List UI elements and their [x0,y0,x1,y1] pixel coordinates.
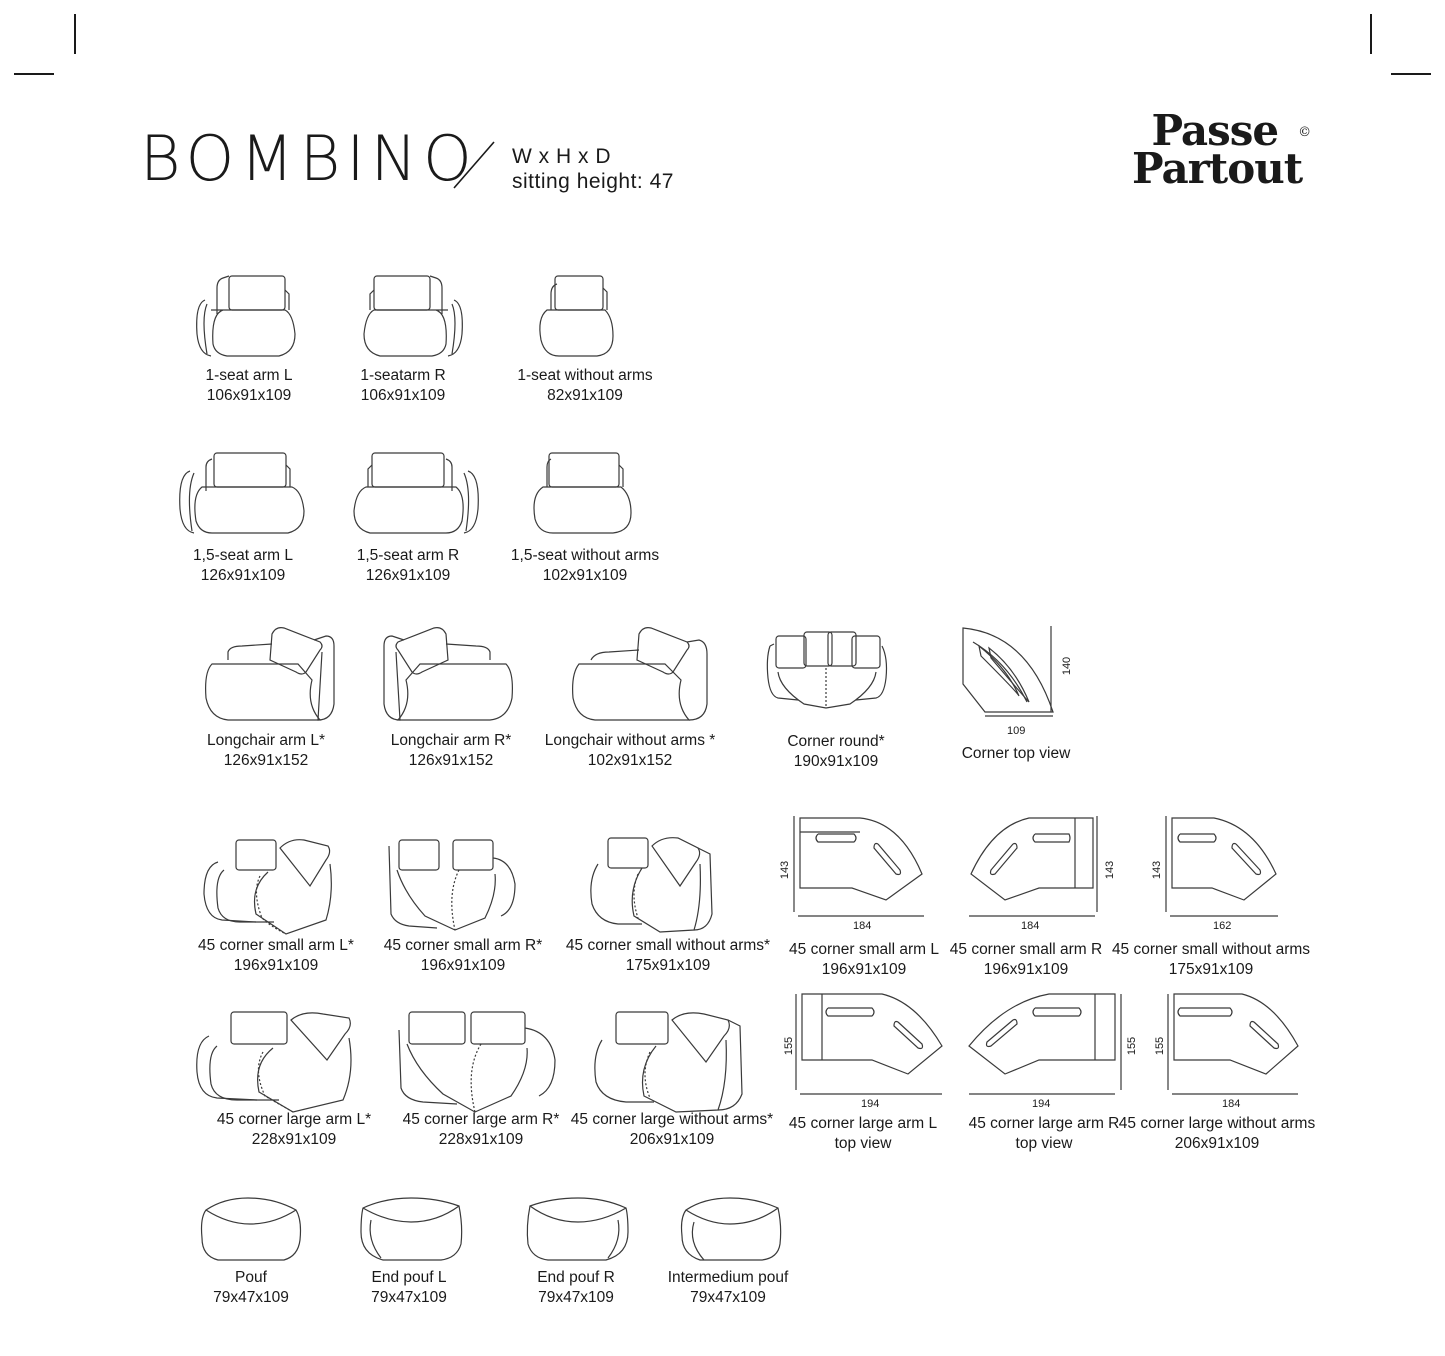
item-name: 45 corner small arm R [949,941,1103,958]
item-dims: 196x91x109 [420,957,506,974]
dim-corner-top-w: 109 [1007,725,1026,737]
item-name: Longchair arm L* [206,732,326,749]
item-dims: 126x91x109 [200,567,286,584]
item-dims: top view [1015,1135,1073,1152]
caption-1-seat-arm-r [360,366,445,406]
item-name: 45 corner small arm L* [198,937,354,954]
item-name: 45 corner small arm L [789,941,939,958]
corner-large-arm-l-drawing [193,1008,361,1114]
corner-large-arm-l-top-view [792,988,952,1102]
corner-large-arm-r-top-view [965,988,1125,1102]
item-name: End pouf L [371,1269,447,1286]
item-dims: 175x91x109 [1168,961,1254,978]
sitting-height: sitting height: 47 [512,170,674,193]
caption-corner-small-arm-l [198,936,354,976]
caption-15-seat-no-arms [511,546,659,586]
corner-small-arm-r-drawing [385,834,525,934]
item-dims: 79x47x109 [213,1289,289,1306]
item-dims: 79x47x109 [690,1289,766,1306]
item-name: 45 corner large arm R* [402,1111,560,1128]
dim-small-r-w: 184 [1021,920,1040,932]
caption-1-seat-arm-l [205,366,292,406]
item-name: 45 corner small without arms* [565,937,771,954]
item-name: Corner top view [961,745,1071,762]
caption-corner-large-arm-l-top [789,1114,937,1154]
pouf-drawing [198,1196,304,1262]
item-dims: 196x91x109 [233,957,319,974]
item-dims: 79x47x109 [538,1289,614,1306]
caption-corner-large-no-arms-top [1119,1114,1315,1154]
dim-small-l-h: 143 [779,860,792,880]
caption-corner-small-arm-l-top [789,940,939,980]
item-name: 45 corner large arm L* [216,1111,372,1128]
logo-line-2: Partout [1132,144,1303,193]
item-name: End pouf R [537,1269,615,1286]
dim-small-n-h: 143 [1151,860,1164,880]
dimension-legend [512,144,674,194]
item-dims: 126x91x109 [365,567,451,584]
caption-1-seat-no-arms [517,366,652,406]
dim-large-n-h: 155 [1154,1036,1167,1056]
longchair-arm-l-drawing [202,624,338,724]
caption-longchair-arm-r [391,731,512,771]
caption-end-pouf-l [371,1268,447,1308]
item-dims: top view [834,1135,892,1152]
item-dims: 82x91x109 [547,387,623,404]
caption-corner-large-no-arms [571,1110,773,1150]
dim-large-r-w: 194 [1032,1098,1051,1110]
corner-top-view-drawing [957,622,1065,722]
item-name: 1,5-seat arm L [193,547,293,564]
item-dims: 102x91x152 [587,752,673,769]
dims-label: W x H x D [512,145,611,168]
caption-intermedium-pouf [668,1268,789,1308]
sofa-15-seat-arm-l-drawing [176,451,306,535]
corner-small-arm-l-top-view [792,812,932,924]
item-name: Pouf [235,1269,267,1286]
divider-slash [452,140,497,190]
logo-line-1: Passe [1151,106,1279,155]
caption-corner-large-arm-r-top [969,1114,1120,1154]
caption-corner-small-no-arms-top [1112,940,1310,980]
item-dims: 126x91x152 [223,752,309,769]
item-dims: 190x91x109 [793,753,879,770]
corner-small-no-arms-drawing [588,834,718,934]
longchair-arm-r-drawing [380,624,516,724]
corner-large-arm-r-drawing [395,1008,561,1114]
caption-end-pouf-r [537,1268,615,1308]
sofa-1-seat-arm-l-drawing [193,274,301,358]
dim-large-r-h: 155 [1126,1036,1139,1056]
item-dims: 206x91x109 [629,1131,715,1148]
intermedium-pouf-drawing [678,1196,784,1262]
item-dims: 196x91x109 [983,961,1069,978]
crop-mark [1370,14,1372,54]
item-dims: 106x91x109 [206,387,292,404]
corner-large-no-arms-top-view [1166,988,1306,1102]
item-dims: 206x91x109 [1174,1135,1260,1152]
sofa-1-seat-arm-r-drawing [358,274,466,358]
item-dims: 196x91x109 [821,961,907,978]
item-name: 45 corner large arm L [788,1115,938,1132]
item-dims: 228x91x109 [251,1131,337,1148]
dim-large-n-w: 184 [1222,1098,1241,1110]
item-name: 45 corner large without arms* [570,1111,774,1128]
caption-corner-large-arm-l [217,1110,371,1150]
item-name: 45 corner small arm R* [383,937,543,954]
item-name: 45 corner large arm R [968,1115,1120,1132]
item-dims: 228x91x109 [438,1131,524,1148]
item-name: Longchair arm R* [390,732,512,749]
longchair-no-arms-drawing [569,624,709,724]
caption-corner-large-arm-r [403,1110,560,1150]
item-dims: 79x47x109 [371,1289,447,1306]
corner-small-arm-l-drawing [200,834,340,934]
sofa-1-seat-no-arms-drawing [537,274,617,358]
caption-corner-small-arm-r-top [950,940,1102,980]
crop-mark [14,73,54,75]
item-name: 45 corner large without arms [1118,1115,1316,1132]
corner-small-arm-r-top-view [965,812,1105,924]
dim-large-l-w: 194 [861,1098,880,1110]
caption-longchair-no-arms [545,731,716,771]
item-name: 1-seat arm L [205,367,293,384]
dim-corner-top-h: 140 [1061,656,1074,676]
sofa-15-seat-arm-r-drawing [352,451,482,535]
caption-corner-small-no-arms [566,936,770,976]
caption-corner-round [787,732,884,772]
item-dims: 126x91x152 [408,752,494,769]
item-dims: 102x91x109 [542,567,628,584]
dim-large-l-h: 155 [783,1036,796,1056]
dim-small-l-w: 184 [853,920,872,932]
dim-small-r-h: 143 [1104,860,1117,880]
item-name: 1-seat without arms [517,367,653,384]
item-name: 1-seatarm R [360,367,446,384]
item-name: Intermedium pouf [667,1269,789,1286]
caption-longchair-arm-l [207,731,325,771]
caption-15-seat-arm-r [357,546,460,586]
crop-mark [1391,73,1431,75]
item-name: Corner round* [787,733,885,750]
copyright-mark: © [1298,125,1311,140]
item-name: 45 corner small without arms [1111,941,1311,958]
corner-large-no-arms-drawing [592,1008,748,1114]
page-title: BOMBINO [140,122,478,195]
end-pouf-r-drawing [524,1196,632,1262]
caption-corner-top-view [962,744,1071,764]
corner-round-drawing [764,628,890,710]
item-name: Longchair without arms * [544,732,716,749]
caption-pouf [213,1268,289,1308]
brand-logo [1132,106,1311,193]
sofa-15-seat-no-arms-drawing [531,451,633,535]
item-name: 1,5-seat arm R [356,547,460,564]
caption-corner-small-arm-r [384,936,543,976]
item-name: 1,5-seat without arms [510,547,660,564]
corner-small-no-arms-top-view [1164,812,1284,924]
item-dims: 106x91x109 [360,387,446,404]
dim-small-n-w: 162 [1213,920,1232,932]
caption-15-seat-arm-l [193,546,293,586]
end-pouf-l-drawing [357,1196,465,1262]
item-dims: 175x91x109 [625,957,711,974]
crop-mark [74,14,76,54]
